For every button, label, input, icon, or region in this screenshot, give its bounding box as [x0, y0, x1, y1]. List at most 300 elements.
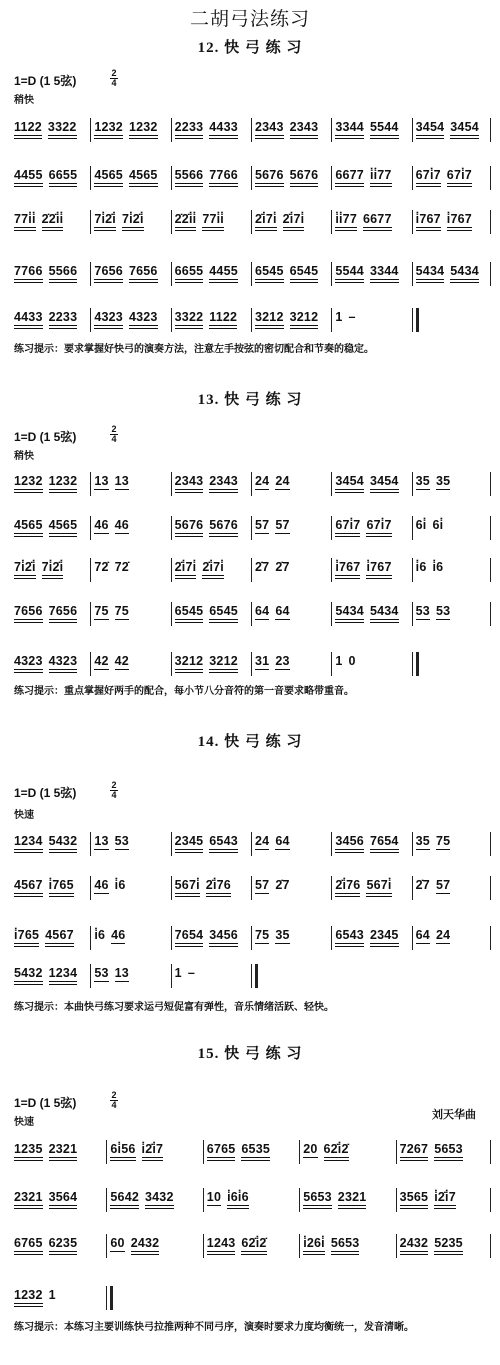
- note-digits: 5434: [335, 596, 364, 620]
- note-group: [175, 302, 204, 326]
- note-digits: 3344: [335, 112, 364, 136]
- measure: [14, 112, 77, 146]
- note-group: [324, 1134, 349, 1158]
- note-group: [14, 826, 43, 850]
- measure: [14, 826, 77, 860]
- note-group: [207, 1182, 221, 1206]
- barline: [90, 472, 91, 496]
- note-digits: 6765: [207, 1134, 236, 1158]
- note-digits: 7i̇2̇i̇: [42, 552, 64, 576]
- barline: [490, 1188, 491, 1212]
- measure: [416, 204, 472, 238]
- barline: [331, 926, 332, 950]
- measure: [175, 466, 238, 500]
- note-digits: 35: [275, 920, 289, 944]
- barline: [106, 1140, 107, 1164]
- note-group: [303, 1134, 317, 1158]
- note-group: [14, 466, 43, 490]
- note-digits: 1234: [14, 826, 43, 850]
- staff-row: [10, 112, 492, 146]
- note-group: [175, 204, 197, 228]
- measure: [14, 552, 63, 586]
- note-digits: 6545: [209, 596, 238, 620]
- note-digits: 5566: [49, 256, 78, 280]
- note-digits: 1: [335, 654, 343, 668]
- note-group: [241, 1228, 266, 1252]
- note-digits: 57: [255, 510, 269, 534]
- barline: [412, 472, 413, 496]
- note-digits: 67i̇7: [366, 510, 391, 534]
- note-digits: 46: [111, 920, 125, 944]
- note-digits: 6i̇: [415, 518, 427, 532]
- note-digits: 46: [115, 510, 129, 534]
- note-digits: 75: [115, 596, 129, 620]
- note-digits: i̇765: [14, 920, 39, 944]
- note-group: [42, 204, 64, 228]
- note-group: [348, 646, 355, 668]
- note-group: [436, 826, 450, 850]
- note-digits: 7267: [400, 1134, 429, 1158]
- measure: [14, 256, 77, 290]
- note-group: [209, 112, 238, 136]
- note-group: [142, 1134, 164, 1158]
- measure: [94, 958, 129, 992]
- note-group: [370, 256, 399, 280]
- barline: [171, 166, 172, 190]
- measure: [416, 596, 451, 630]
- staff-row: [10, 826, 492, 860]
- measure: [175, 256, 238, 290]
- tempo-marking: 快速: [14, 810, 34, 821]
- measure: [14, 160, 77, 194]
- note-digits: 24: [255, 826, 269, 850]
- measure: [255, 466, 290, 500]
- note-digits: 31: [255, 646, 269, 670]
- note-group: [49, 596, 78, 620]
- barline: [171, 832, 172, 856]
- measure: [14, 920, 74, 954]
- note-digits: i̇767: [447, 204, 472, 228]
- note-digits: 5432: [49, 826, 78, 850]
- barline: [90, 602, 91, 626]
- barline: [251, 308, 252, 332]
- staff-row: [10, 510, 492, 544]
- measure: [255, 920, 290, 954]
- note-group: [175, 920, 204, 944]
- barline: [251, 832, 252, 856]
- note-digits: 77i̇i̇: [202, 204, 224, 228]
- note-group: [49, 510, 78, 534]
- note-digits: 2233: [49, 302, 78, 326]
- note-group: [450, 112, 479, 136]
- barline: [171, 652, 172, 676]
- note-digits: 35: [416, 826, 430, 850]
- barline: [90, 832, 91, 856]
- note-digits: 5566: [175, 160, 204, 184]
- measure: [255, 112, 318, 146]
- note-digits: 4455: [209, 256, 238, 280]
- note-digits: 6545: [175, 596, 204, 620]
- barline: [90, 516, 91, 540]
- staff-row: [10, 552, 492, 586]
- measure: [255, 204, 304, 238]
- note-digits: 2321: [14, 1182, 43, 1206]
- note-digits: 7656: [129, 256, 158, 280]
- note-group: [370, 466, 399, 490]
- note-digits: 2̇i̇7i̇: [255, 204, 277, 228]
- note-digits: 4455: [14, 160, 43, 184]
- note-group: [49, 302, 78, 326]
- note-group: [94, 552, 108, 574]
- barline: [251, 652, 252, 676]
- time-signature-top: 2: [111, 1090, 117, 1100]
- measure: [255, 596, 290, 630]
- barline: [412, 926, 413, 950]
- barline: [299, 1140, 300, 1164]
- note-digits: 2̇7: [275, 878, 290, 892]
- barline: [90, 118, 91, 142]
- barline: [412, 602, 413, 626]
- note-digits: 5676: [175, 510, 204, 534]
- barline: [412, 832, 413, 856]
- note-digits: 2432: [400, 1228, 429, 1252]
- note-digits: 6235: [49, 1228, 78, 1252]
- note-group: [209, 160, 238, 184]
- note-digits: 2343: [290, 112, 319, 136]
- measure: [14, 870, 74, 904]
- note-digits: 1232: [94, 112, 123, 136]
- measure: [416, 920, 451, 954]
- note-group: [348, 302, 355, 324]
- note-group: [94, 160, 123, 184]
- time-signature-top: 2: [111, 68, 117, 78]
- note-group: [416, 256, 445, 280]
- note-group: [434, 1134, 463, 1158]
- note-digits: 2233: [175, 112, 204, 136]
- note-group: [255, 466, 269, 490]
- measure: [14, 646, 77, 680]
- barline: [251, 472, 252, 496]
- barline: [90, 262, 91, 286]
- note-digits: 5432: [14, 958, 43, 982]
- note-digits: 4567: [14, 870, 43, 894]
- note-group: [94, 826, 108, 850]
- note-group: [275, 466, 289, 490]
- note-digits: 2̇i̇7i̇: [202, 552, 224, 576]
- barline: [490, 472, 491, 496]
- note-digits: 4567: [45, 920, 74, 944]
- barline: [490, 602, 491, 626]
- note-group: [275, 920, 289, 944]
- note-group: [209, 826, 238, 850]
- note-digits: 6677: [335, 160, 364, 184]
- note-group: [434, 1182, 456, 1206]
- note-group: [416, 596, 430, 620]
- note-group: [275, 870, 289, 892]
- note-group: [450, 256, 479, 280]
- note-group: [209, 920, 238, 944]
- note-group: [14, 1134, 43, 1158]
- note-group: [209, 466, 238, 490]
- note-digits: 4565: [129, 160, 158, 184]
- note-group: [335, 160, 364, 184]
- note-group: [447, 204, 472, 228]
- note-digits: i̇6: [114, 878, 126, 892]
- note-group: [303, 1228, 325, 1252]
- measure: [175, 826, 238, 860]
- measure: [94, 112, 157, 146]
- barline: [171, 210, 172, 234]
- note-digits: 6765: [14, 1228, 43, 1252]
- practice-tip: 练习提示：重点掌握好两手的配合，每小节八分音符的第一音要求略带重音。: [14, 686, 354, 697]
- note-digits: 1232: [49, 466, 78, 490]
- measure: [416, 870, 451, 904]
- barline: [251, 118, 252, 142]
- barline: [90, 964, 91, 988]
- measure: [14, 204, 63, 238]
- note-digits: 1232: [129, 112, 158, 136]
- measure: [416, 112, 479, 146]
- note-digits: 4565: [94, 160, 123, 184]
- barline: [490, 516, 491, 540]
- barline: [203, 1234, 204, 1258]
- key-signature: 1=D (1 5弦): [14, 786, 77, 800]
- note-group: [255, 204, 277, 228]
- barline: [171, 558, 172, 582]
- barline: [299, 1188, 300, 1212]
- barline: [331, 558, 332, 582]
- note-digits: 3212: [290, 302, 319, 326]
- measure: [110, 1134, 163, 1168]
- measure: [255, 160, 318, 194]
- barline: [331, 166, 332, 190]
- note-group: [14, 160, 43, 184]
- note-group: [255, 920, 269, 944]
- note-digits: 2̇i̇76: [335, 870, 360, 894]
- note-digits: 6i̇56: [110, 1134, 135, 1158]
- measure: [207, 1182, 249, 1216]
- measure: [303, 1134, 348, 1168]
- note-group: [49, 1134, 78, 1158]
- barline: [396, 1234, 397, 1258]
- barline: [331, 262, 332, 286]
- measure: [175, 596, 238, 630]
- note-digits: 1232: [14, 1280, 43, 1304]
- note-digits: 3564: [49, 1182, 78, 1206]
- barline: [171, 308, 172, 332]
- note-group: [335, 920, 364, 944]
- note-digits: i̇6: [415, 560, 427, 574]
- note-digits: 3456: [335, 826, 364, 850]
- note-digits: 57: [275, 510, 289, 534]
- note-group: [129, 112, 158, 136]
- note-group: [175, 826, 204, 850]
- note-group: [129, 256, 158, 280]
- measure: [416, 552, 444, 586]
- note-group: [94, 466, 108, 490]
- composer-credit: 刘天华曲: [432, 1109, 476, 1121]
- barline: [171, 118, 172, 142]
- note-digits: 7656: [94, 256, 123, 280]
- note-group: [436, 920, 450, 944]
- measure: [175, 646, 238, 680]
- note-group: [255, 302, 284, 326]
- note-digits: 7766: [14, 256, 43, 280]
- note-digits: i̇i̇77: [370, 160, 392, 184]
- staff-row: [10, 1228, 492, 1262]
- note-group: [206, 870, 231, 894]
- note-digits: 1: [48, 1288, 56, 1302]
- note-group: [335, 870, 360, 894]
- barline: [331, 516, 332, 540]
- time-signature-bottom: 4: [111, 434, 117, 444]
- note-group: [14, 920, 39, 944]
- note-group: [94, 256, 123, 280]
- note-digits: 5434: [450, 256, 479, 280]
- note-digits: 46: [94, 510, 108, 534]
- barline: [251, 558, 252, 582]
- note-digits: 3432: [145, 1182, 174, 1206]
- note-digits: 53: [115, 826, 129, 850]
- measure: [175, 552, 224, 586]
- note-digits: 4323: [49, 646, 78, 670]
- barline: [251, 210, 252, 234]
- measure: [14, 510, 77, 544]
- note-group: [255, 552, 269, 574]
- measure: [14, 958, 77, 992]
- note-digits: i̇2̇i̇7: [434, 1182, 456, 1206]
- note-digits: 3456: [209, 920, 238, 944]
- note-digits: 13: [115, 466, 129, 490]
- barline: [412, 652, 413, 676]
- note-digits: 4433: [14, 302, 43, 326]
- measure: [335, 552, 391, 586]
- measure: [335, 596, 398, 630]
- barline: [490, 1140, 491, 1164]
- note-group: [275, 596, 289, 620]
- final-barline: [416, 652, 419, 676]
- note-group: [209, 596, 238, 620]
- measure: [14, 466, 77, 500]
- measure: [175, 510, 238, 544]
- note-digits: 57: [436, 870, 450, 894]
- time-signature-bottom: 4: [111, 1100, 117, 1110]
- note-digits: 4565: [49, 510, 78, 534]
- note-group: [175, 112, 204, 136]
- measure: [94, 302, 157, 336]
- measure: [175, 204, 224, 238]
- note-group: [94, 112, 123, 136]
- measure: [400, 1228, 463, 1262]
- note-digits: 42: [94, 646, 108, 670]
- barline: [171, 262, 172, 286]
- note-digits: 3454: [335, 466, 364, 490]
- note-group: [175, 552, 197, 576]
- time-signature-bottom: 4: [111, 790, 117, 800]
- note-group: [94, 646, 108, 670]
- note-group: [370, 112, 399, 136]
- note-digits: 62̇i̇2̇: [324, 1134, 349, 1158]
- note-group: [432, 552, 443, 574]
- note-group: [115, 646, 129, 670]
- barline: [251, 166, 252, 190]
- note-digits: 7656: [14, 596, 43, 620]
- barline: [251, 876, 252, 900]
- note-group: [241, 1134, 270, 1158]
- measure: [416, 256, 479, 290]
- note-digits: 35: [436, 466, 450, 490]
- note-digits: 4433: [209, 112, 238, 136]
- note-digits: 2̇2̇i̇i̇: [42, 204, 64, 228]
- barline: [490, 118, 491, 142]
- note-group: [94, 302, 123, 326]
- barline: [490, 926, 491, 950]
- note-group: [434, 1228, 463, 1252]
- note-digits: 6543: [335, 920, 364, 944]
- tempo-marking: 快速: [14, 1117, 34, 1128]
- barline: [90, 926, 91, 950]
- note-group: [111, 920, 125, 944]
- measure: [400, 1134, 463, 1168]
- note-group: [14, 552, 36, 576]
- barline: [490, 262, 491, 286]
- note-group: [290, 112, 319, 136]
- note-group: [175, 870, 200, 894]
- measure: [14, 596, 77, 630]
- note-digits: 5544: [370, 112, 399, 136]
- note-digits: 5653: [434, 1134, 463, 1158]
- measure: [207, 1134, 270, 1168]
- note-group: [94, 204, 116, 228]
- note-digits: 2321: [338, 1182, 367, 1206]
- note-group: [209, 302, 237, 326]
- note-digits: 4323: [129, 302, 158, 326]
- note-digits: 6545: [290, 256, 319, 280]
- note-digits: 5653: [331, 1228, 360, 1252]
- measure: [175, 112, 238, 146]
- note-group: [275, 552, 289, 574]
- note-group: [14, 510, 43, 534]
- note-group: [188, 958, 195, 980]
- note-group: [255, 160, 284, 184]
- staff-row: [10, 466, 492, 500]
- note-digits: i̇6i̇6: [227, 1182, 249, 1206]
- measure: [255, 870, 290, 904]
- note-digits: 3212: [175, 646, 204, 670]
- measure: [94, 160, 157, 194]
- barline: [331, 118, 332, 142]
- note-group: [416, 510, 427, 532]
- note-group: [49, 1182, 78, 1206]
- note-group: [331, 1228, 360, 1252]
- note-digits: 567i̇: [175, 870, 200, 894]
- barline: [412, 262, 413, 286]
- measure: [207, 1228, 267, 1262]
- note-digits: 64: [275, 826, 289, 850]
- note-group: [145, 1182, 174, 1206]
- note-digits: 5434: [416, 256, 445, 280]
- barline: [171, 876, 172, 900]
- staff-row: [10, 870, 492, 904]
- note-group: [42, 552, 64, 576]
- barline: [412, 876, 413, 900]
- note-group: [48, 112, 77, 136]
- note-group: [255, 112, 284, 136]
- barline: [331, 602, 332, 626]
- measure: [94, 920, 125, 954]
- note-group: [370, 826, 399, 850]
- barline: [490, 876, 491, 900]
